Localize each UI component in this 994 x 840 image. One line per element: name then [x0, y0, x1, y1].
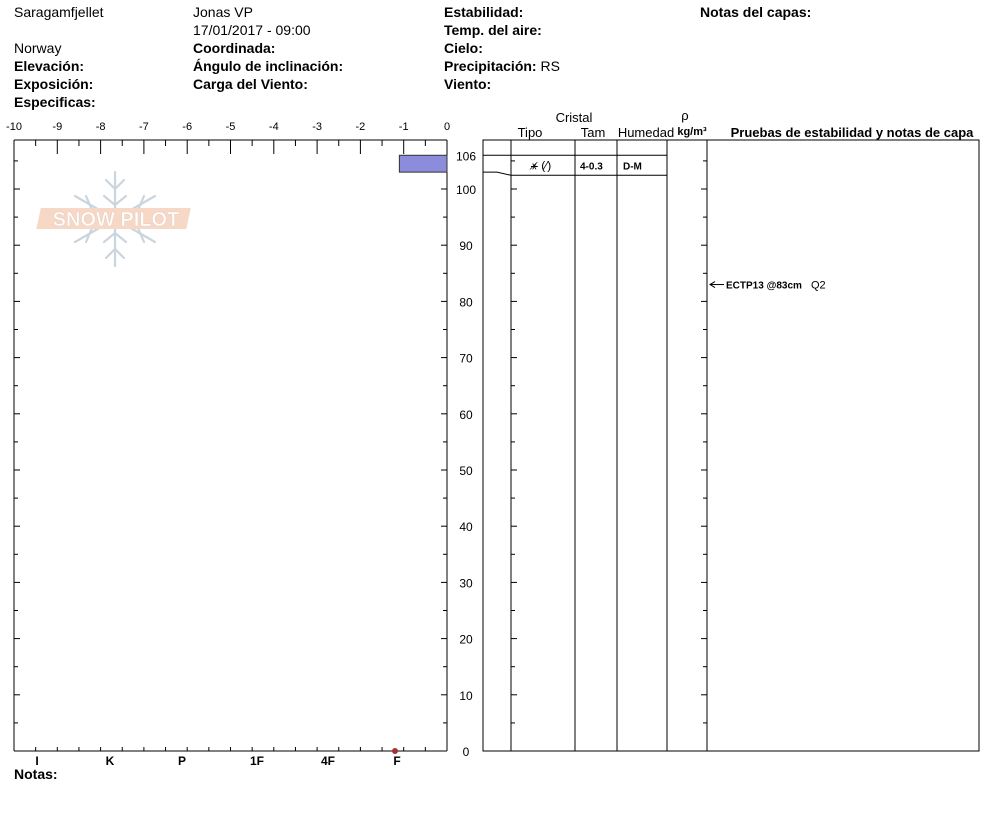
stability-tests — [710, 280, 826, 292]
temp-tick-label: -2 — [355, 121, 366, 133]
layer-notes-label: Notas del capas: — [700, 4, 812, 20]
stability-label: Estabilidad: — [444, 4, 524, 20]
rho-header: ρ — [681, 108, 689, 123]
hardness-layer-bar — [399, 155, 447, 172]
crystal-header: Cristal — [555, 110, 593, 125]
sky-label: Cielo: — [444, 40, 483, 56]
hardness-tick-label: F — [393, 754, 401, 768]
temp-tick-label: -3 — [312, 121, 322, 133]
hardness-marker-point — [392, 748, 398, 754]
hardness-layers — [399, 155, 447, 172]
depth-tick-label: 50 — [459, 464, 473, 478]
hardness-tick-label: 1F — [249, 754, 265, 768]
depth-tick-label: 30 — [459, 576, 473, 591]
temp-tick-label: -8 — [95, 121, 106, 133]
snowpilot-watermark — [36, 172, 190, 266]
density-unit-header: kg/m³ — [677, 126, 707, 138]
temp-tick-label: -5 — [225, 121, 236, 133]
coordinate-label: Coordinada: — [193, 40, 276, 56]
right-depth-ticks — [511, 161, 707, 751]
crystal-size-value: 4-0.3 — [580, 161, 603, 173]
stability-test-result: ECTP13 @83cm — [726, 280, 802, 292]
temp-tick-label: -10 — [6, 121, 22, 133]
depth-tick-label: 10 — [459, 688, 473, 703]
depth-tick-label: 100 — [455, 183, 477, 197]
hardness-tick-label: K — [105, 754, 115, 768]
watermark-text: SNOW PILOT — [52, 209, 180, 231]
elevation-label: Elevación: — [14, 58, 85, 74]
temp-tick-label: -7 — [139, 121, 149, 133]
temp-tick-label: 0 — [443, 121, 451, 133]
air-temp-label: Temp. del aire: — [444, 22, 542, 38]
humidity-header: Humedad — [617, 125, 675, 140]
depth-tick-label: 70 — [459, 351, 473, 366]
temp-tick-label: -1 — [398, 121, 409, 133]
hardness-tick-label: I — [35, 754, 39, 768]
notes-label: Notas: — [14, 766, 58, 782]
precipitation-value: RS — [540, 58, 560, 74]
precipitation-label: Precipitación: — [444, 58, 537, 74]
temperature-axis — [6, 121, 450, 154]
layer-table — [483, 108, 979, 751]
layer-connector-bottom — [483, 172, 511, 175]
depth-tick-label: 0 — [462, 745, 470, 759]
observer-name: Jonas VP — [193, 4, 253, 20]
depth-tick-label: 80 — [459, 295, 473, 310]
depth-top-label: 106 — [455, 149, 477, 164]
crystal-type-symbol: ⚹̷ (⁄) — [530, 158, 552, 173]
temp-tick-label: -4 — [268, 121, 279, 133]
moisture-value: D-M — [623, 161, 642, 173]
specifics-label: Especificas: — [14, 94, 96, 110]
wind-label: Viento: — [444, 76, 492, 92]
depth-tick-label: 20 — [459, 632, 473, 647]
wind-load-label: Carga del Viento: — [193, 76, 308, 92]
stability-test-quality: Q2 — [811, 279, 826, 292]
hardness-axis — [14, 747, 447, 768]
depth-axis — [456, 149, 476, 759]
hardness-tick-label: 4F — [320, 754, 336, 768]
depth-tick-label: 90 — [459, 239, 473, 254]
exposure-label: Exposición: — [14, 76, 94, 92]
size-header: Tam — [580, 125, 606, 140]
hardness-tick-label: P — [177, 754, 187, 768]
observation-datetime: 17/01/2017 - 09:00 — [193, 22, 311, 38]
temp-tick-label: -9 — [52, 121, 63, 133]
depth-tick-label: 40 — [459, 520, 473, 535]
depth-tick-label: 60 — [459, 407, 473, 422]
left-depth-ticks — [14, 161, 447, 751]
tests-header: Pruebas de estabilidad y notas de capa — [730, 125, 974, 140]
country: Norway — [14, 40, 62, 56]
slope-angle-label: Ángulo de inclinación: — [193, 58, 344, 74]
location-name: Saragamfjellet — [14, 4, 104, 20]
temp-tick-label: -6 — [182, 121, 193, 133]
type-header: Tipo — [517, 125, 543, 140]
